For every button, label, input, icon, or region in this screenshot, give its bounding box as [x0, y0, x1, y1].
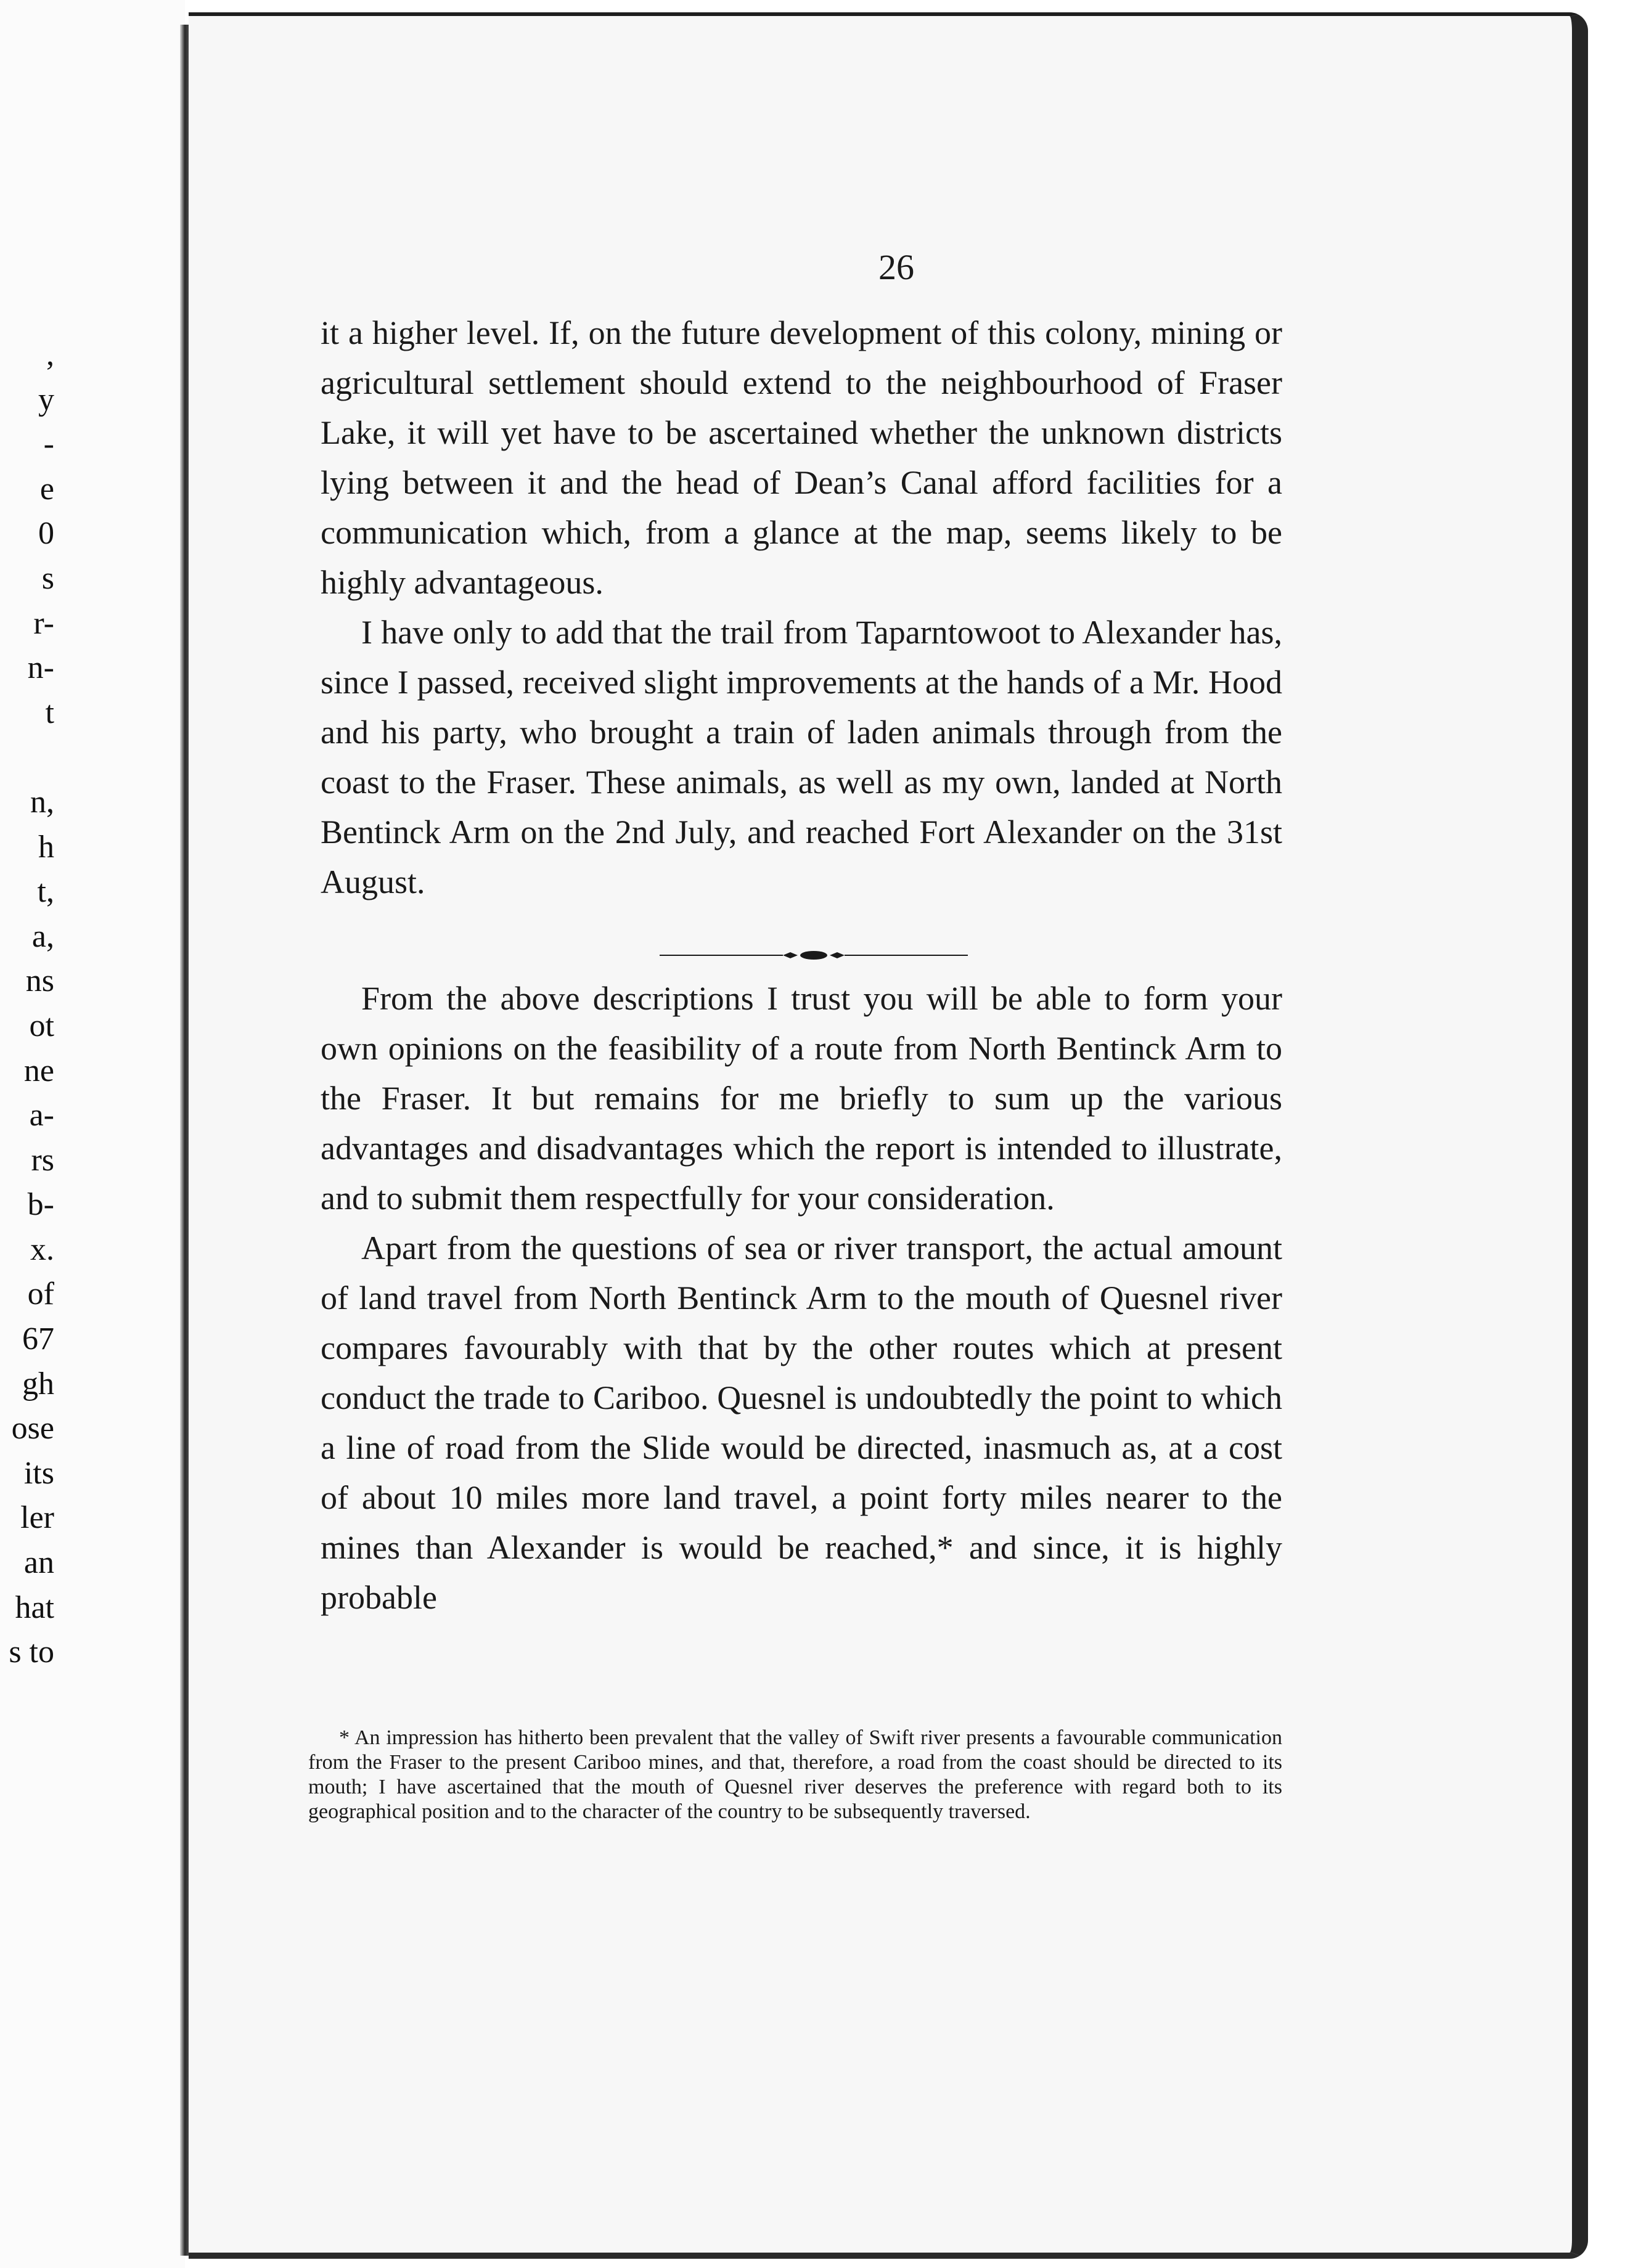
- left-fragment: an: [23, 1545, 54, 1581]
- left-fragment: t,: [37, 874, 54, 910]
- left-fragment: b-: [27, 1187, 54, 1223]
- left-fragment: 67: [22, 1321, 54, 1357]
- paragraph: I have only to add that the trail from Taparntowoot to Alexander has, since I passed, received slight improvements at the hands of a Mr. Hood and his party, who brought a train of laden animals through from the coast to the Fraser. These animals, as well as my own, landed at North Bentinck Arm on the 2nd July, and reached Fort Alexander on the 31st August.: [321, 614, 1282, 900]
- left-fragment: t: [45, 695, 54, 730]
- footnote: * An impression has hitherto been prevalent that the valley of Swift river presents a favourable communication from the Fraser to the present Cariboo mines, and that, therefore, a road from the coast should be directed to its mouth; I have ascertained that the mouth of Quesnel river deserves the preference with regard both to its geographical position and to the character of the country to be subsequently traversed.: [308, 1726, 1282, 1823]
- left-fragment: -: [43, 426, 54, 462]
- left-fragment: r-: [33, 605, 54, 641]
- left-fragment: n,: [30, 784, 54, 820]
- book-gutter: [180, 25, 189, 2256]
- left-fragment: h: [38, 829, 54, 865]
- left-fragment: its: [23, 1455, 54, 1491]
- left-fragment: ose: [11, 1411, 54, 1446]
- body-text-top: [321, 308, 1282, 907]
- left-fragment: 0: [38, 516, 54, 552]
- left-fragment: ,: [46, 337, 54, 372]
- paragraph: From the above descriptions I trust you will be able to form your own opinions on the feasibility of a route from North Bentinck Arm to the Fraser. It but remains for me briefly to sum up the various advantages and disadvantages which the report is intended to illustrate, and to submit them respectfully for your consideration.: [321, 980, 1282, 1217]
- left-fragment: of: [27, 1276, 54, 1312]
- left-fragment: a-: [29, 1098, 54, 1133]
- left-fragment: s to: [9, 1634, 54, 1670]
- left-fragment: ot: [29, 1008, 54, 1043]
- section-divider-ornament: [660, 949, 968, 961]
- left-fragment: ns: [25, 963, 54, 999]
- page-number: 26: [878, 247, 914, 287]
- left-fragment: ler: [20, 1500, 54, 1536]
- left-facing-page: [0, 0, 185, 2268]
- paragraph: it a higher level. If, on the future development of this colony, mining or agricultural settlement should extend to the neighbourhood of Fraser Lake, it will yet have to be ascertained whether the unknown districts lying between it and the head of Dean’s Canal afford facilities for a communication which, from a glance at the map, seems likely to be highly advantageous.: [321, 314, 1282, 601]
- paragraph: Apart from the questions of sea or river transport, the actual amount of land travel from North Bentinck Arm to the mouth of Quesnel river compares favourably with that by the other routes which at present conduct the trade to Cariboo. Quesnel is undoubtedly the point to which a line of road from the Slide would be directed, inasmuch as, at a cost of about 10 miles more land travel, a point forty miles nearer to the mines than Alexander is would be reached,* and since, it is highly probable: [321, 1230, 1282, 1616]
- left-fragment: n-: [27, 650, 54, 686]
- body-text-bottom: [321, 974, 1282, 1623]
- left-fragment: hat: [15, 1589, 54, 1625]
- left-fragment: a,: [31, 918, 54, 954]
- left-fragment: x.: [30, 1231, 54, 1267]
- left-fragment: e: [39, 471, 54, 507]
- left-fragment: s: [41, 560, 54, 596]
- left-fragment: rs: [31, 1142, 54, 1178]
- left-fragment: gh: [22, 1366, 54, 1401]
- left-fragment: y: [38, 381, 54, 417]
- left-page-text-fragments: [0, 333, 54, 1675]
- left-fragment: [0, 735, 54, 780]
- left-fragment: ne: [23, 1053, 54, 1088]
